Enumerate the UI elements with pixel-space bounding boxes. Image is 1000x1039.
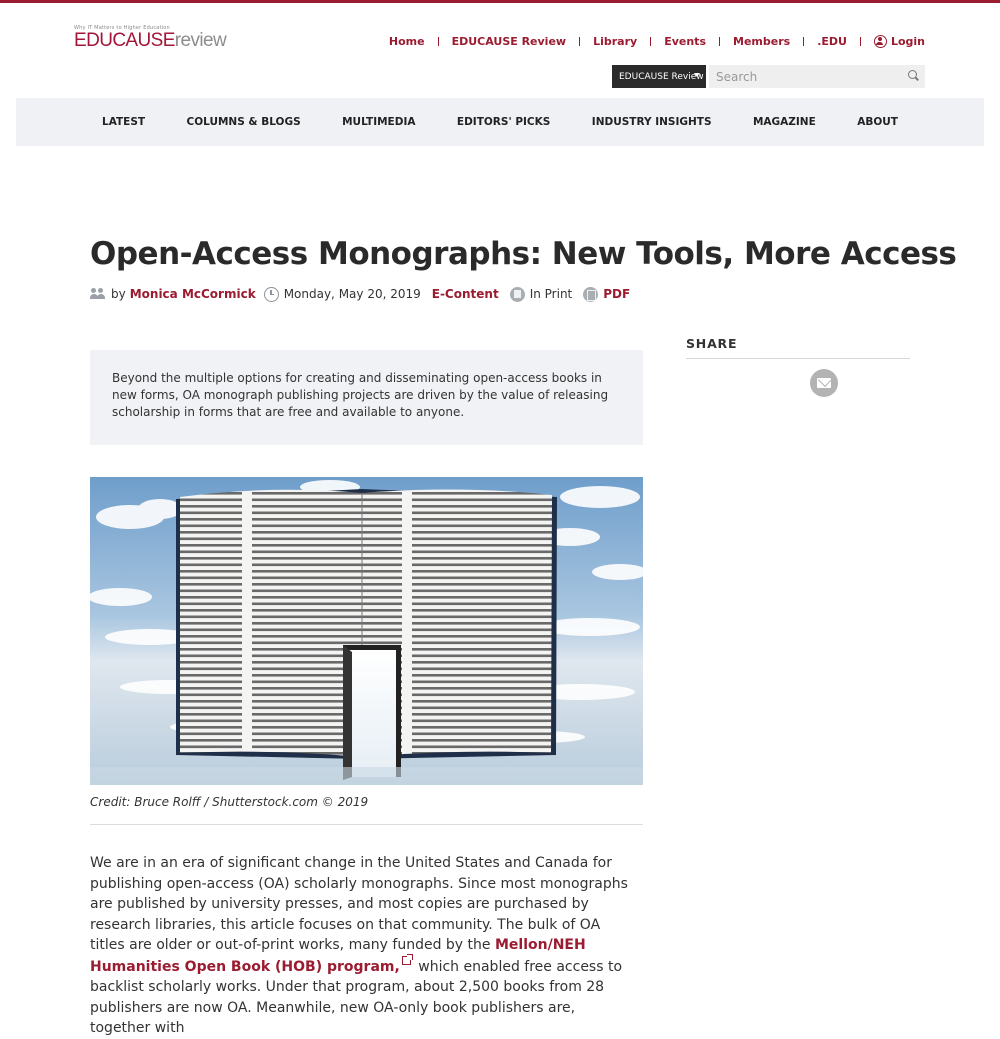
external-link-icon [402,956,411,965]
util-link-events[interactable]: Events [664,34,706,48]
credit-divider [90,824,643,825]
utility-nav [389,33,925,49]
nav-columns-blogs[interactable]: COLUMNS & BLOGS [186,116,301,128]
nav-industry-insights[interactable]: INDUSTRY INSIGHTS [591,116,712,128]
pdf-icon [583,287,598,302]
nav-multimedia[interactable]: MULTIMEDIA [342,116,416,128]
util-separator [650,37,651,46]
publish-date: Monday, May 20, 2019 [283,287,421,301]
search-scope-value: EDUCAUSE Review [619,71,704,82]
nav-latest[interactable]: LATEST [102,116,146,128]
share-divider [686,358,910,359]
share-panel [686,336,910,359]
email-share-icon[interactable] [810,369,838,397]
util-separator [860,37,861,46]
util-link-members[interactable]: Members [733,34,791,48]
summary-text: Beyond the multiple options for creating and disseminating open-access books in new forms, OA monograph publishing projects are driven by the value of releasing scholarship in forms that are free and available to anyone. [112,371,609,419]
body-text-part2: which enabled free access to backlist scholarly works. Under that program, about 2,500 books from 28 publishers are now OA. Meanwhile, new OA-only book publishers are, together with [90,958,623,1036]
article-body [90,853,635,1039]
util-link-edu[interactable]: .EDU [817,34,847,48]
pdf-link[interactable]: PDF [603,287,631,301]
login-label: Login [890,34,925,48]
caret-down-icon [694,73,700,77]
hob-program-link[interactable]: Mellon/NEH Humanities Open Book (HOB) program, [90,937,586,975]
search-scope-dropdown[interactable] [612,65,706,88]
util-separator [803,37,804,46]
article-summary [90,350,643,445]
logo-wordmark: EDUCAUSEreview [74,30,227,51]
top-accent-line [0,0,1000,3]
author-link[interactable]: Monica McCormick [129,287,256,301]
hero-image [90,477,643,785]
body-text-part1: We are in an era of significant change in the United States and Canada for publishing open-access (OA) scholarly monographs. Since most monographs are published by university presses, and most copies are purchased by research libraries, this article focuses on that community. The bulk of OA titles are older or out-of-print works, many funded by the [90,855,628,953]
article-meta [90,284,630,304]
category-link[interactable]: E-Content [431,287,499,301]
educause-review-logo[interactable] [74,25,227,51]
article-title: Open-Access Monographs: New Tools, More Access [90,236,957,272]
login-link[interactable] [874,35,925,48]
clock-icon [264,287,279,302]
search-input[interactable] [709,65,925,88]
util-separator [579,37,580,46]
util-link-home[interactable]: Home [388,34,425,48]
util-link-library[interactable]: Library [593,34,638,48]
by-label: by [111,287,126,301]
util-separator [719,37,720,46]
util-link-educause-review[interactable]: EDUCAUSE Review [451,34,567,48]
nav-about[interactable]: ABOUT [857,116,898,128]
nav-magazine[interactable]: MAGAZINE [752,116,816,128]
search-icon[interactable] [908,70,917,79]
util-separator [438,37,439,46]
print-icon [510,287,525,302]
user-circle-icon [874,35,887,48]
people-icon [90,288,106,300]
logo-tagline: Why IT Matters to Higher Education [74,25,170,31]
image-credit: Credit: Bruce Rolff / Shutterstock.com © 2019 [90,795,369,809]
main-nav [16,98,984,146]
nav-editors-picks[interactable]: EDITORS' PICKS [456,116,551,128]
in-print-label: In Print [529,287,573,301]
share-title: SHARE [686,336,738,351]
